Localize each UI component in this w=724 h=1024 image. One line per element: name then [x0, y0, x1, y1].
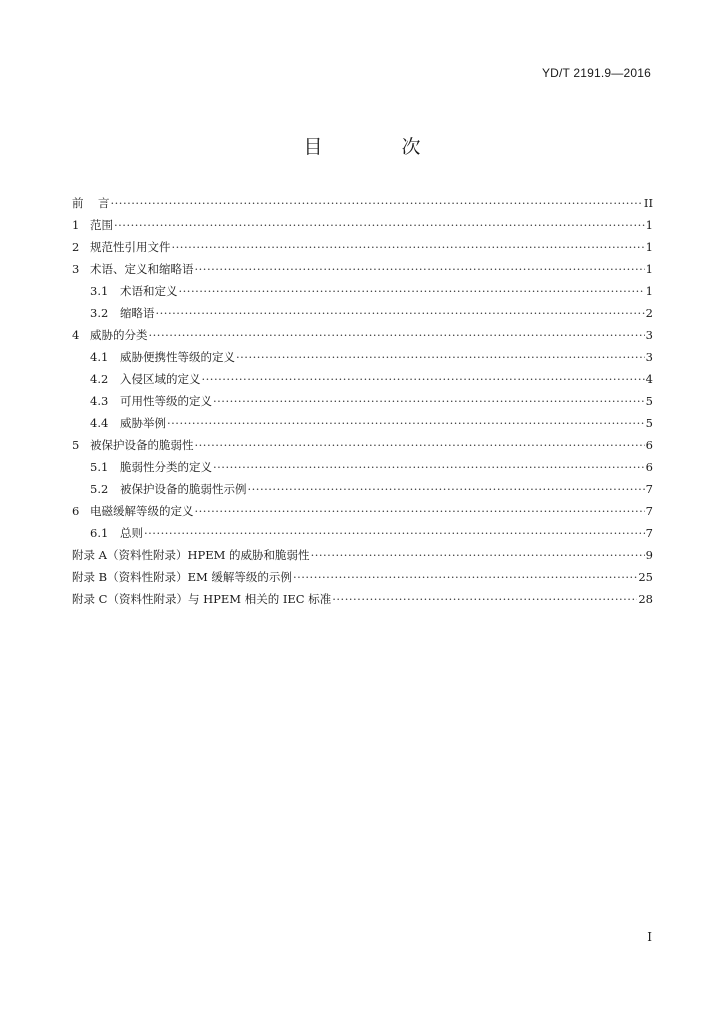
toc-entry-title: 威胁便携性等级的定义	[120, 350, 235, 364]
standard-number: YD/T 2191.9—2016	[541, 66, 651, 80]
dot-leader	[213, 390, 645, 412]
toc-entry-title: 可用性等级的定义	[120, 394, 212, 408]
table-of-contents	[72, 192, 653, 610]
toc-entry-page: 7	[645, 526, 653, 540]
toc-entry[interactable]	[72, 500, 653, 522]
toc-entry[interactable]	[72, 412, 653, 434]
toc-entry-page: 1	[645, 262, 653, 276]
toc-entry-number: 4.2	[90, 372, 109, 386]
toc-entry[interactable]	[72, 302, 653, 324]
toc-entry-page: 7	[645, 482, 653, 496]
toc-entry-title: 言	[98, 196, 110, 210]
toc-entry-page: 25	[638, 570, 653, 584]
dot-leader	[111, 192, 643, 214]
toc-entry-title: 附录 A（资料性附录）HPEM 的威胁和脆弱性	[72, 548, 310, 562]
toc-entry[interactable]	[72, 522, 653, 544]
toc-entry-number: 5.2	[90, 482, 109, 496]
toc-entry-page: 1	[645, 218, 653, 232]
toc-entry-page: 3	[645, 350, 653, 364]
toc-entry-number: 3.2	[90, 306, 109, 320]
toc-entry-page: 6	[645, 460, 653, 474]
dot-leader	[144, 522, 645, 544]
dot-leader	[195, 434, 645, 456]
toc-entry-number: 5.1	[90, 460, 109, 474]
dot-leader	[213, 456, 645, 478]
toc-entry-number: 5	[72, 438, 80, 452]
toc-entry-page: 1	[645, 284, 653, 298]
toc-entry-title: 电磁缓解等级的定义	[90, 504, 194, 518]
toc-entry-number: 1	[72, 218, 80, 232]
toc-entry-number: 3	[72, 262, 80, 276]
dot-leader	[172, 236, 645, 258]
toc-entry[interactable]	[72, 192, 653, 214]
dot-leader	[202, 368, 645, 390]
toc-entry[interactable]	[72, 588, 653, 610]
toc-entry[interactable]	[72, 324, 653, 346]
toc-entry-page: 1	[645, 240, 653, 254]
toc-entry[interactable]	[72, 566, 653, 588]
toc-entry-page: 5	[645, 416, 653, 430]
toc-entry-title: 脆弱性分类的定义	[120, 460, 212, 474]
toc-entry[interactable]	[72, 236, 653, 258]
dot-leader	[156, 302, 645, 324]
toc-entry-page: 2	[645, 306, 653, 320]
toc-entry-number: 4.1	[90, 350, 109, 364]
toc-entry[interactable]	[72, 390, 653, 412]
dot-leader	[195, 258, 645, 280]
toc-entry[interactable]	[72, 478, 653, 500]
dot-leader	[195, 500, 645, 522]
toc-entry-number: 6	[72, 504, 80, 518]
toc-entry-title: 术语和定义	[120, 284, 178, 298]
toc-entry[interactable]	[72, 434, 653, 456]
toc-entry[interactable]	[72, 280, 653, 302]
toc-entry-page: II	[643, 196, 653, 210]
toc-entry-number: 4	[72, 328, 80, 342]
toc-entry[interactable]	[72, 368, 653, 390]
toc-entry-page: 28	[638, 592, 653, 606]
toc-entry[interactable]	[72, 346, 653, 368]
toc-entry-title: 附录 B（资料性附录）EM 缓解等级的示例	[72, 570, 292, 584]
toc-entry-title: 附录 C（资料性附录）与 HPEM 相关的 IEC 标准	[72, 592, 332, 606]
dot-leader	[293, 566, 637, 588]
toc-entry-number: 2	[72, 240, 80, 254]
toc-entry-title: 规范性引用文件	[90, 240, 171, 254]
toc-entry[interactable]	[72, 456, 653, 478]
page-title: 目 次	[303, 136, 451, 158]
toc-entry-title: 被保护设备的脆弱性	[90, 438, 194, 452]
dot-leader	[179, 280, 645, 302]
toc-entry[interactable]	[72, 544, 653, 566]
toc-entry-title: 被保护设备的脆弱性示例	[120, 482, 247, 496]
toc-entry-title: 术语、定义和缩略语	[90, 262, 194, 276]
dot-leader	[248, 478, 645, 500]
toc-entry-title: 总则	[120, 526, 143, 540]
toc-entry-number: 前	[72, 196, 84, 210]
toc-entry-title: 范围	[90, 218, 113, 232]
toc-entry-number: 6.1	[90, 526, 109, 540]
toc-entry[interactable]	[72, 214, 653, 236]
toc-entry-page: 5	[645, 394, 653, 408]
toc-entry-page: 7	[645, 504, 653, 518]
dot-leader	[149, 324, 645, 346]
toc-entry-title: 入侵区域的定义	[120, 372, 201, 386]
toc-entry-number: 4.4	[90, 416, 109, 430]
dot-leader	[114, 214, 645, 236]
toc-entry-page: 9	[645, 548, 653, 562]
dot-leader	[311, 544, 645, 566]
toc-entry-number: 4.3	[90, 394, 109, 408]
dot-leader	[236, 346, 645, 368]
page-number: I	[647, 930, 652, 944]
toc-entry-page: 6	[645, 438, 653, 452]
toc-entry[interactable]	[72, 258, 653, 280]
toc-entry-page: 3	[645, 328, 653, 342]
dot-leader	[167, 412, 645, 434]
toc-entry-title: 威胁的分类	[90, 328, 148, 342]
toc-entry-number: 3.1	[90, 284, 109, 298]
dot-leader	[332, 588, 637, 610]
toc-entry-title: 缩略语	[120, 306, 155, 320]
toc-entry-page: 4	[645, 372, 653, 386]
toc-entry-title: 威胁举例	[120, 416, 166, 430]
